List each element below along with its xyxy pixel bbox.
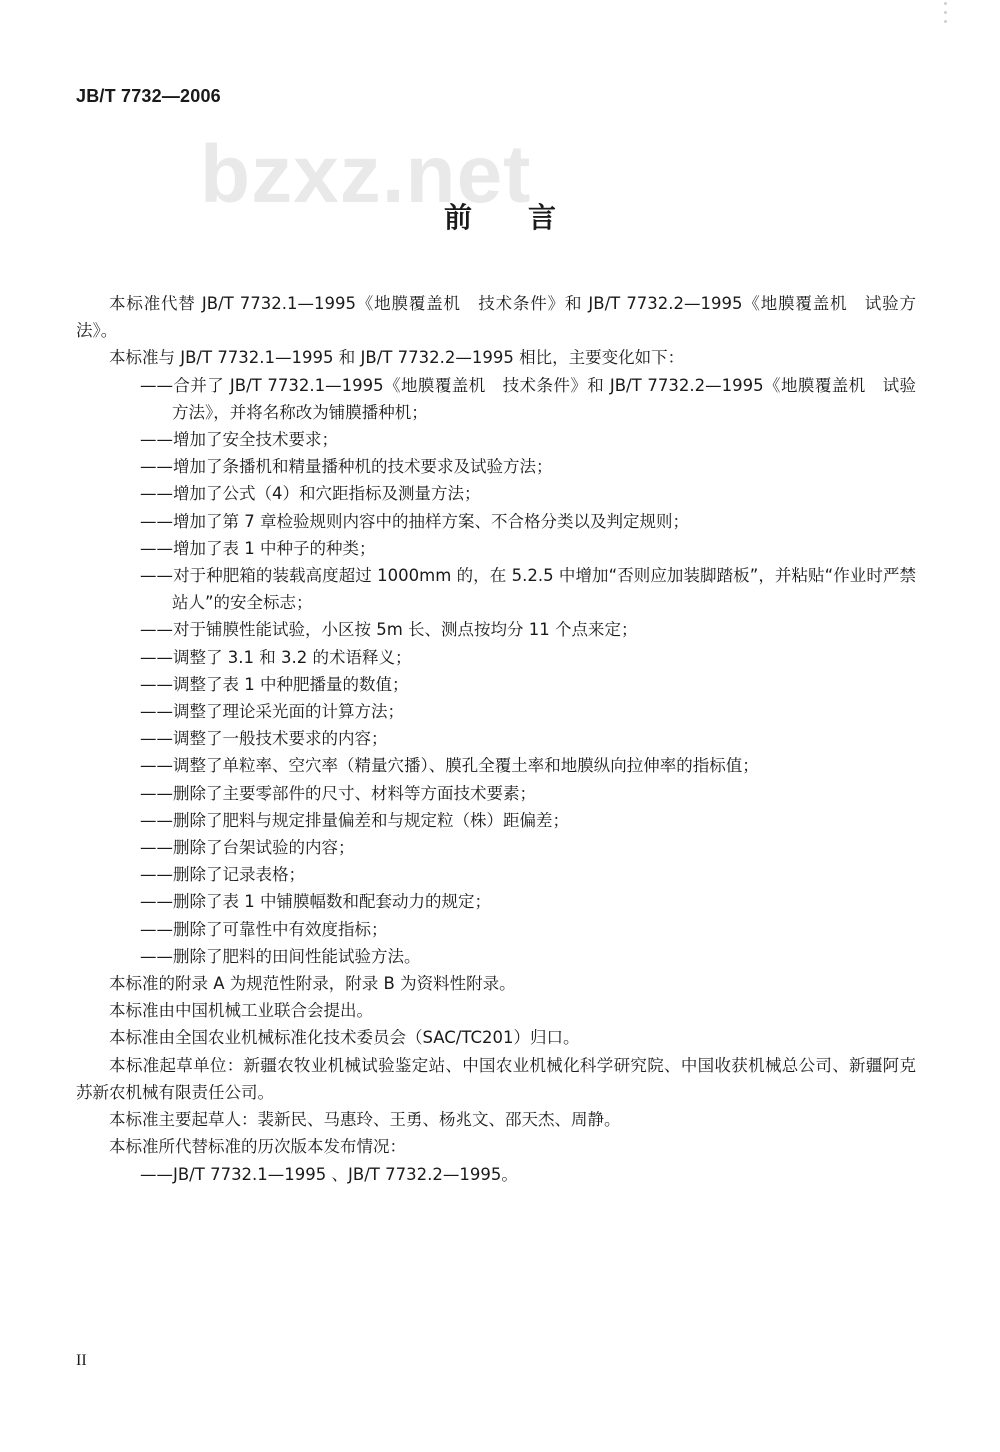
watermark: bzxz.net	[200, 129, 532, 220]
paragraph: 本标准起草单位：新疆农牧业机械试验鉴定站、中国农业机械化科学研究院、中国收获机械总公司、新疆阿克苏新农机械有限责任公司。	[76, 1055, 916, 1102]
list-item: ——删除了肥料的田间性能试验方法。	[140, 946, 421, 966]
document-code: JB/T 7732—2006	[76, 86, 221, 106]
list-item: ——JB/T 7732.1—1995 、JB/T 7732.2—1995。	[140, 1164, 518, 1184]
paragraph: 本标准所代替标准的历次版本发布情况：	[109, 1137, 406, 1157]
list-item: ——调整了理论采光面的计算方法；	[140, 702, 404, 722]
corner-dot	[944, 2, 947, 5]
list-item: ——增加了公式（4）和穴距指标及测量方法；	[140, 484, 481, 504]
list-item: ——删除了可靠性中有效度指标；	[140, 919, 388, 939]
list-item: ——调整了一般技术要求的内容；	[140, 729, 388, 749]
paragraph: 本标准由全国农业机械标准化技术委员会（SAC/TC201）归口。	[109, 1028, 580, 1048]
page-number: II	[76, 1352, 87, 1369]
list-item: ——增加了条播机和精量播种机的技术要求及试验方法；	[140, 457, 553, 477]
changes-list	[76, 372, 916, 970]
list-item: ——增加了表 1 中种子的种类；	[140, 538, 376, 558]
paragraph: 本标准由中国机械工业联合会提出。	[109, 1001, 373, 1021]
list-item: ——对于铺膜性能试验，小区按 5m 长、测点按均分 11 个点来定；	[140, 620, 638, 640]
list-item: ——删除了记录表格；	[140, 865, 305, 885]
corner-marks	[944, 2, 948, 29]
list-item: ——对于种肥箱的装载高度超过 1000mm 的，在 5.2.5 中增加“否则应加装脚踏板”，并粘贴“作业时严禁站人”的安全标志；	[140, 566, 916, 613]
list-item: ——删除了台架试验的内容；	[140, 838, 355, 858]
list-item: ——调整了表 1 中种肥播量的数值；	[140, 674, 409, 694]
list-item: ——增加了安全技术要求；	[140, 430, 338, 450]
list-item: ——调整了 3.1 和 3.2 的术语释义；	[140, 647, 412, 667]
foreword-body	[76, 290, 916, 1188]
corner-dot	[944, 11, 947, 14]
list-item: ——删除了主要零部件的尺寸、材料等方面技术要素；	[140, 783, 536, 803]
paragraph: 本标准与 JB/T 7732.1—1995 和 JB/T 7732.2—1995 相比，主要变化如下：	[109, 348, 685, 368]
list-item: ——调整了单粒率、空穴率（精量穴播）、膜孔全覆土率和地膜纵向拉伸率的指标值；	[140, 756, 759, 776]
list-item: ——删除了肥料与规定排量偏差和与规定粒（株）距偏差；	[140, 810, 569, 830]
page-title: 前言	[443, 201, 612, 234]
list-item: ——删除了表 1 中铺膜幅数和配套动力的规定；	[140, 892, 491, 912]
corner-dot	[944, 20, 947, 23]
paragraph: 本标准主要起草人：裴新民、马惠玲、王勇、杨兆文、邵天杰、周静。	[109, 1110, 621, 1130]
list-item: ——增加了第 7 章检验规则内容中的抽样方案、不合格分类以及判定规则；	[140, 511, 689, 531]
paragraph: 本标准代替 JB/T 7732.1—1995《地膜覆盖机 技术条件》和 JB/T 7732.2—1995《地膜覆盖机 试验方法》。	[76, 294, 916, 341]
list-item: ——合并了 JB/T 7732.1—1995《地膜覆盖机 技术条件》和 JB/T 7732.2—1995《地膜覆盖机 试验方法》，并将名称改为铺膜播种机；	[140, 375, 916, 422]
paragraph: 本标准的附录 A 为规范性附录，附录 B 为资料性附录。	[109, 974, 516, 994]
